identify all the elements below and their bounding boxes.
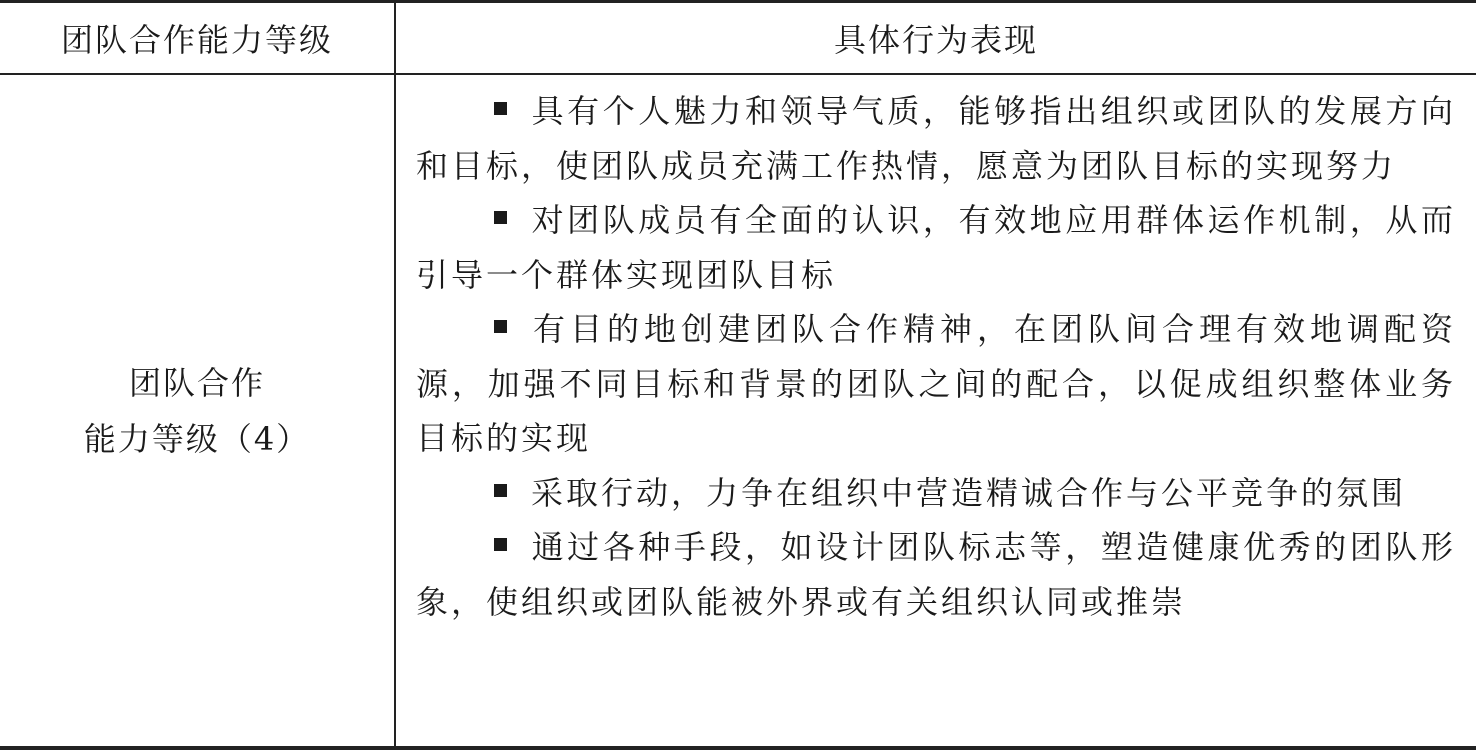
- behavior-text: 对团队成员有全面的认识，有效地应用群体运作机制，从而引导一个群体实现团队目标: [416, 201, 1456, 294]
- header-behavior: 具体行为表现: [833, 21, 1038, 59]
- behavior-text: 通过各种手段，如设计团队标志等，塑造健康优秀的团队形象，使组织或团队能被外界或有关组织认同或推崇: [416, 528, 1456, 621]
- square-bullet-icon: [494, 484, 507, 497]
- level-line-1: 团队合作: [128, 363, 265, 402]
- level-cell: [0, 75, 394, 746]
- column-divider-rule: [394, 0, 396, 748]
- behavior-item: [416, 193, 1456, 302]
- square-bullet-icon: [494, 538, 507, 551]
- square-bullet-icon: [494, 211, 507, 224]
- behavior-item: [416, 302, 1456, 466]
- table-bottom-rule: [0, 746, 1476, 750]
- behavior-item: [416, 520, 1456, 629]
- square-bullet-icon: [494, 320, 507, 333]
- behavior-item: [416, 84, 1456, 193]
- behavior-text: 采取行动，力争在组织中营造精诚合作与公平竞争的氛围: [531, 473, 1407, 512]
- behavior-text: 有目的地创建团队合作精神，在团队间合理有效地调配资源，加强不同目标和背景的团队之间的配合，以促成组织整体业务目标的实现: [416, 310, 1456, 457]
- behavior-text: 具有个人魅力和领导气质，能够指出组织或团队的发展方向和目标，使团队成员充满工作热情，愿意为团队目标的实现努力: [416, 92, 1456, 185]
- behavior-list: [416, 84, 1456, 629]
- level-line-2: 能力等级（4）: [83, 419, 311, 458]
- header-level: 团队合作能力等级: [60, 21, 333, 59]
- square-bullet-icon: [494, 102, 507, 115]
- behavior-item: [416, 466, 1456, 521]
